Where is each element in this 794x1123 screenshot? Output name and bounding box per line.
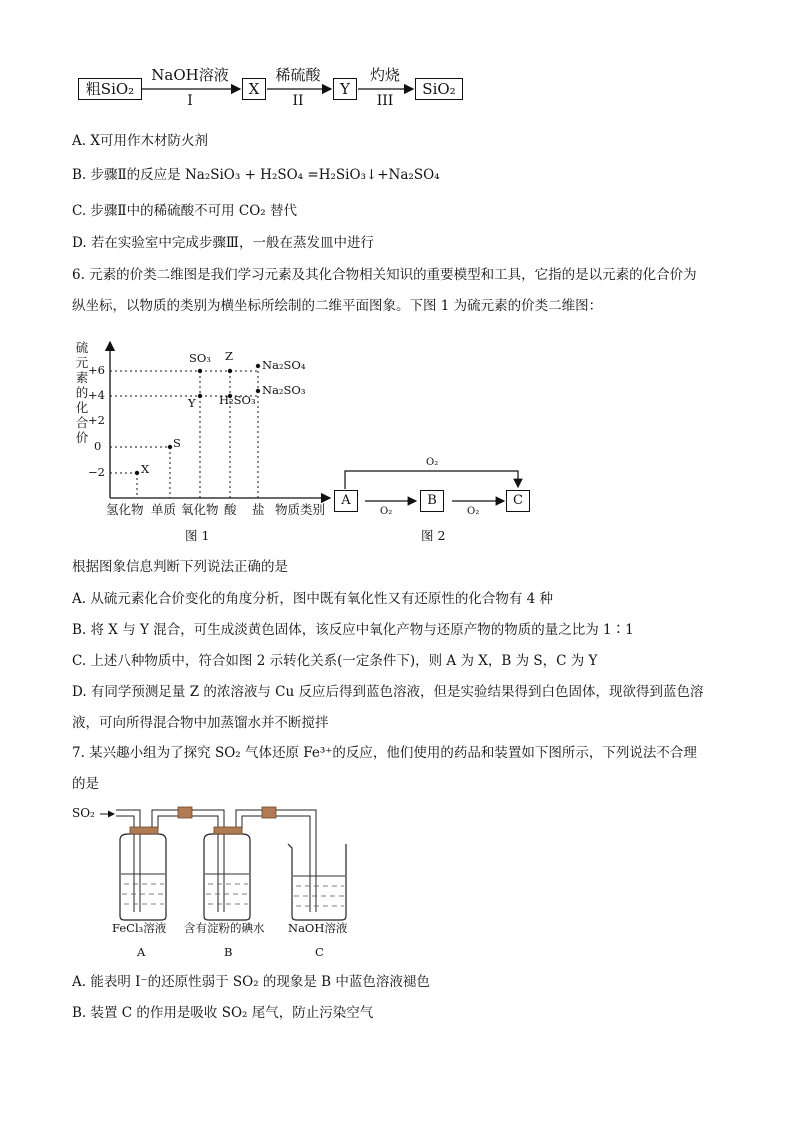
fig1-point-z	[228, 369, 232, 373]
fig2-edge-label-top: O₂	[426, 457, 439, 468]
fig1-ytick: +4	[88, 388, 105, 402]
fig1-label-y: Y	[188, 396, 196, 410]
fig2-caption: 图 2	[421, 528, 446, 543]
fig2-node-a: A	[334, 490, 358, 512]
fig1-caption: 图 1	[185, 528, 210, 543]
q6-option-d-line1: D. 有同学预测足量 Z 的浓溶液与 Cu 反应后得到蓝色溶液，但是实验结果得到白色固体，现欲得到蓝色溶	[72, 684, 704, 700]
bottle-a-letter: A	[137, 945, 146, 959]
flow-box-crude-sio2: 粗SiO₂	[78, 78, 142, 100]
q6-option-b: B. 将 X 与 Y 混合，可生成淡黄色固体，该反应中氧化产物与还原产物的物质的量之比为 1∶1	[72, 622, 634, 638]
bottle-b-letter: B	[224, 945, 233, 959]
flow-arrow-2-top: 稀硫酸	[275, 66, 321, 84]
bottle-b-label: 含有淀粉的碘水	[184, 921, 265, 935]
bottle-b	[204, 844, 250, 920]
fig1-ylabel-char: 的	[75, 385, 89, 400]
fig1-point-so3	[198, 369, 202, 373]
fig1-ytick: −2	[88, 465, 105, 479]
flow-box-y: Y	[333, 78, 357, 100]
q6-option-c: C. 上述八种物质中，符合如图 2 示转化关系(一定条件下)，则 A 为 X，B 为 S，C 为 Y	[72, 653, 598, 669]
fig1-ylabel-char: 硫	[75, 340, 89, 355]
flow-arrow-1-bottom: I	[187, 93, 193, 109]
bottle-a-label: FeCl₃溶液	[112, 921, 167, 935]
fig1-point-y	[198, 394, 202, 398]
fig2-node-c: C	[506, 490, 530, 512]
fig1-label-so3: SO₃	[189, 351, 211, 365]
beaker-c-letter: C	[315, 945, 324, 959]
q7-option-b: B. 装置 C 的作用是吸收 SO₂ 尾气，防止污染空气	[72, 1005, 374, 1021]
flow-box-x: X	[242, 78, 266, 100]
fig2-node-b: B	[420, 490, 444, 512]
q6-prompt: 根据图象信息判断下列说法正确的是	[72, 559, 288, 575]
q7-stem-line1: 7. 某兴趣小组为了探究 SO₂ 气体还原 Fe³⁺的反应，他们使用的药品和装置如下图所示，下列说法不合理	[72, 745, 697, 761]
fig1-ylabel-char: 合	[75, 415, 89, 430]
flow-arrows	[0, 0, 794, 130]
bottle-a	[120, 844, 166, 920]
fig1-ylabel-char: 价	[75, 430, 89, 445]
flow-box-sio2: SiO₂	[415, 78, 463, 100]
q7-option-a: A. 能表明 I⁻的还原性弱于 SO₂ 的现象是 B 中蓝色溶液褪色	[72, 974, 430, 990]
fig2-edge-label-ab: O₂	[380, 506, 393, 517]
fig1-guides	[110, 366, 258, 498]
fig1-label-h2so3: H₂SO₃	[219, 393, 256, 407]
q5-option-a: A. X可用作木材防火剂	[72, 133, 208, 149]
q6-stem-line2: 纵坐标，以物质的类别为横坐标所绘制的二维平面图象。下图 1 为硫元素的价类二维图：	[72, 298, 603, 314]
fig1-point-na2so3	[256, 389, 260, 393]
fig1-label-z: Z	[225, 349, 233, 363]
fig1-ylabel-char: 化	[75, 400, 89, 415]
fig1-ytick: +6	[88, 363, 105, 377]
fig2-edge-label-bc: O₂	[467, 506, 480, 517]
fig1-xcat: 酸	[224, 502, 237, 517]
fig1-xcat: 盐	[252, 502, 265, 517]
q5-option-d: D. 若在实验室中完成步骤Ⅲ，一般在蒸发皿中进行	[72, 235, 374, 251]
apparatus-inlet-label: SO₂	[72, 806, 95, 820]
fig1-label-na2so3: Na₂SO₃	[262, 383, 306, 397]
fig1-label-x: X	[141, 462, 150, 476]
fig1-label-s: S	[173, 436, 181, 450]
fig1-point-na2so4	[256, 364, 260, 368]
fig1-xcat: 氢化物	[106, 502, 144, 517]
fig1-ytick: 0	[94, 439, 102, 453]
apparatus-drawing	[90, 800, 370, 930]
beaker-c	[288, 844, 346, 920]
q6-option-d-line2: 液，可向所得混合物中加蒸馏水并不断搅拌	[72, 715, 329, 731]
fig1-xcat: 氧化物	[181, 502, 219, 517]
fig1-label-na2so4: Na₂SO₄	[262, 358, 306, 372]
fig1-ylabel-char: 元	[75, 355, 89, 370]
q6-stem-line1: 6. 元素的价类二维图是我们学习元素及其化合物相关知识的重要模型和工具，它指的是以元素的化合价为	[72, 267, 697, 283]
q7-stem-line2: 的是	[72, 776, 99, 792]
fig1-ytick: +2	[88, 413, 105, 427]
flow-arrow-3-top: 灼烧	[369, 66, 400, 84]
q6-option-a: A. 从硫元素化合价变化的角度分析，图中既有氧化性又有还原性的化合物有 4 种	[72, 591, 554, 607]
fig1-ylabel-char: 素	[75, 370, 89, 385]
beaker-c-label: NaOH溶液	[288, 921, 348, 935]
flow-arrow-2-bottom: II	[292, 93, 304, 109]
fig1-point-s	[168, 445, 172, 449]
fig1-point-x	[135, 471, 139, 475]
fig1-points	[135, 364, 260, 475]
q5-option-b: B. 步骤Ⅱ的反应是 Na₂SiO₃ + H₂SO₄ =H₂SiO₃↓+Na₂SO₄	[72, 167, 440, 183]
fig1-xlabel: 物质类别	[275, 502, 326, 517]
flow-arrow-3-bottom: III	[376, 93, 394, 109]
fig1-xcat: 单质	[151, 502, 177, 517]
q5-option-c: C. 步骤Ⅱ中的稀硫酸不可用 CO₂ 替代	[72, 203, 297, 219]
flow-arrow-1-top: NaOH溶液	[151, 66, 229, 84]
